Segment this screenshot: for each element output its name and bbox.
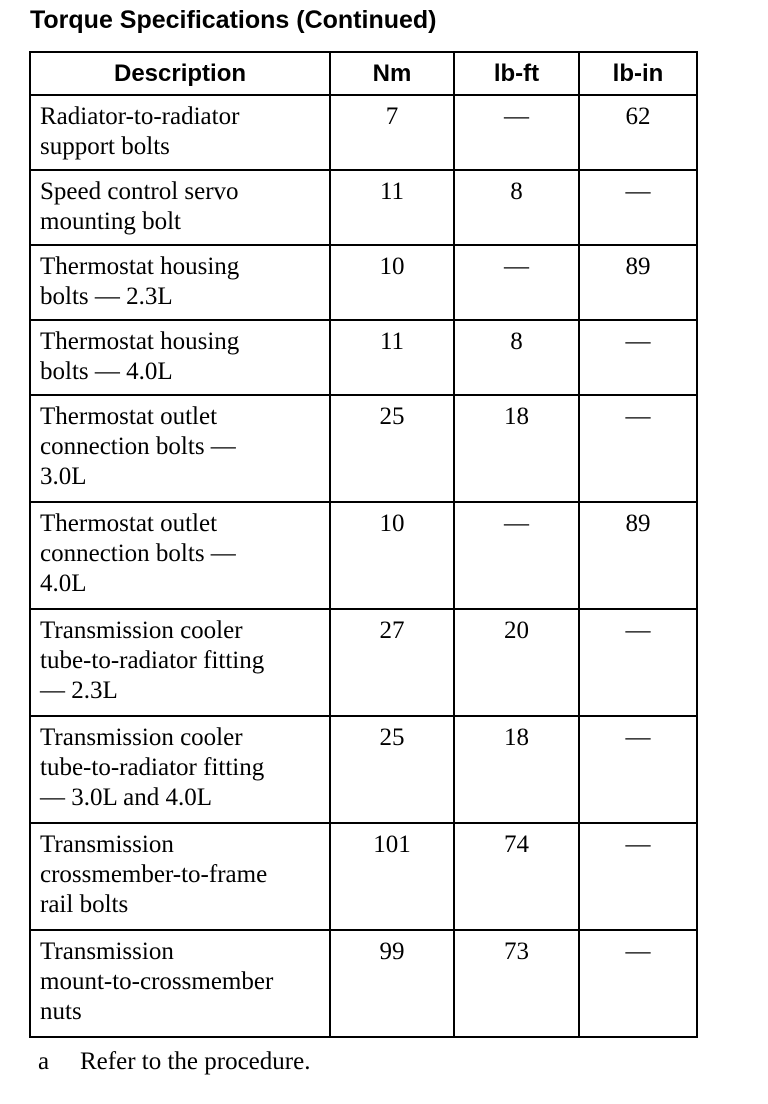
description-cell	[30, 930, 330, 1037]
lbft-cell: 8	[454, 170, 579, 245]
table-row	[30, 502, 697, 609]
description-line: mount-to-crossmember	[40, 968, 274, 995]
lbin-cell: —	[579, 823, 697, 930]
description-cell	[30, 502, 330, 609]
column-header-description: Description	[30, 52, 330, 95]
nm-cell: 11	[330, 320, 454, 395]
table-row	[30, 609, 697, 716]
nm-cell: 10	[330, 245, 454, 320]
lbin-cell: —	[579, 930, 697, 1037]
description-line: Transmission	[40, 831, 174, 858]
description-line: mounting bolt	[40, 208, 181, 235]
torque-spec-table	[29, 51, 698, 1038]
description-line: support bolts	[40, 133, 170, 160]
description-line: Thermostat housing	[40, 328, 240, 355]
footnote-mark: a	[38, 1048, 50, 1075]
description-cell	[30, 245, 330, 320]
footnote-text: Refer to the procedure.	[80, 1048, 311, 1075]
description-line: 3.0L	[40, 463, 87, 490]
lbft-cell: —	[454, 502, 579, 609]
description-cell	[30, 320, 330, 395]
description-cell	[30, 823, 330, 930]
nm-cell: 7	[330, 95, 454, 170]
description-line: Thermostat housing	[40, 253, 240, 280]
lbft-cell: —	[454, 95, 579, 170]
table-row	[30, 930, 697, 1037]
description-line: Transmission cooler	[40, 724, 243, 751]
lbin-cell: 89	[579, 502, 697, 609]
page-title: Torque Specifications (Continued)	[30, 6, 437, 34]
lbin-cell: —	[579, 320, 697, 395]
description-line: connection bolts —	[40, 433, 236, 460]
description-cell	[30, 95, 330, 170]
lbin-cell: —	[579, 609, 697, 716]
table-row	[30, 245, 697, 320]
lbin-cell: —	[579, 716, 697, 823]
lbin-cell: —	[579, 170, 697, 245]
column-header-lbft: lb-ft	[454, 52, 579, 95]
lbin-cell: 62	[579, 95, 697, 170]
description-cell	[30, 716, 330, 823]
table-row	[30, 320, 697, 395]
column-header-lbin: lb-in	[579, 52, 697, 95]
description-cell	[30, 395, 330, 502]
description-line: — 3.0L and 4.0L	[40, 784, 212, 811]
description-line: bolts — 2.3L	[40, 283, 173, 310]
lbft-cell: 18	[454, 716, 579, 823]
table-header-row	[30, 52, 697, 95]
description-line: Thermostat outlet	[40, 403, 218, 430]
description-line: Transmission cooler	[40, 617, 243, 644]
nm-cell: 25	[330, 716, 454, 823]
description-line: connection bolts —	[40, 540, 236, 567]
description-line: — 2.3L	[40, 677, 118, 704]
lbft-cell: —	[454, 245, 579, 320]
description-line: nuts	[40, 998, 82, 1025]
description-cell	[30, 609, 330, 716]
description-line: crossmember-to-frame	[40, 861, 268, 888]
description-line: tube-to-radiator fitting	[40, 754, 265, 781]
lbft-cell: 73	[454, 930, 579, 1037]
description-cell	[30, 170, 330, 245]
description-line: Radiator-to-radiator	[40, 103, 240, 130]
table-row	[30, 823, 697, 930]
table-row	[30, 716, 697, 823]
lbft-cell: 8	[454, 320, 579, 395]
footnote	[38, 1047, 310, 1077]
column-header-nm: Nm	[330, 52, 454, 95]
nm-cell: 11	[330, 170, 454, 245]
lbft-cell: 18	[454, 395, 579, 502]
nm-cell: 101	[330, 823, 454, 930]
description-line: 4.0L	[40, 570, 87, 597]
description-line: Speed control servo	[40, 178, 239, 205]
lbft-cell: 74	[454, 823, 579, 930]
nm-cell: 27	[330, 609, 454, 716]
description-line: tube-to-radiator fitting	[40, 647, 265, 674]
lbin-cell: 89	[579, 245, 697, 320]
lbft-cell: 20	[454, 609, 579, 716]
lbin-cell: —	[579, 395, 697, 502]
description-line: Thermostat outlet	[40, 510, 218, 537]
nm-cell: 10	[330, 502, 454, 609]
description-line: rail bolts	[40, 891, 129, 918]
nm-cell: 99	[330, 930, 454, 1037]
table-row	[30, 95, 697, 170]
description-line: Transmission	[40, 938, 174, 965]
table-row	[30, 395, 697, 502]
table-row	[30, 170, 697, 245]
nm-cell: 25	[330, 395, 454, 502]
description-line: bolts — 4.0L	[40, 358, 173, 385]
